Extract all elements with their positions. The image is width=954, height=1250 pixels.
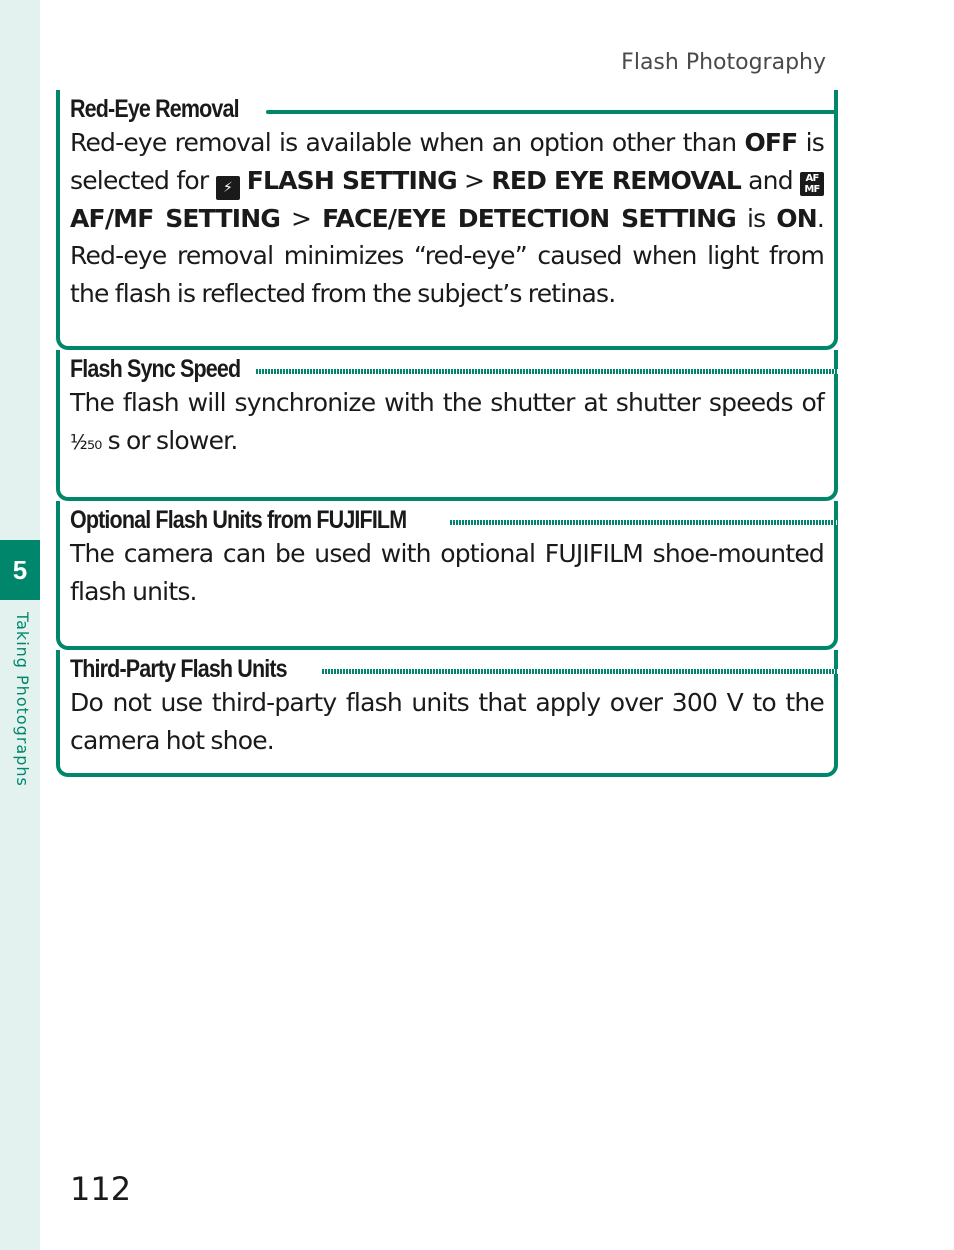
note-body: The flash will synchronize with the shutter at shutter speeds of ¹⁄₂₅₀ s or slower. <box>70 388 824 455</box>
note-body: The camera can be used with optional FUJIFILM shoe-mounted flash units. <box>70 539 824 606</box>
chapter-number-tab[interactable]: 5 <box>0 540 40 600</box>
af-mf-icon: AF MF <box>800 172 824 196</box>
note-title-rule <box>256 369 838 374</box>
note-title: Optional Flash Units from FUJIFILM <box>70 506 407 534</box>
shutter-speed-fraction: ¹⁄₂₅₀ <box>70 429 102 454</box>
note-flash-sync-speed <box>56 350 838 501</box>
note-header <box>70 90 824 124</box>
note-header <box>70 650 824 684</box>
chapter-label: Taking Photographs <box>13 612 32 787</box>
note-header <box>70 350 824 384</box>
note-title: Third-Party Flash Units <box>70 655 287 683</box>
note-body: Red-eye removal is available when an option other than OFF is selected for ⚡ FLASH SETTING > RED EYE REMOVAL and AF MF AF/MF SETTING > FACE/EYE DETECTION SETTING is ON. Red-eye removal minimizes “red-eye” caused when light from the flash is reflected from the subject’s retinas. <box>70 128 824 308</box>
note-third-party-flash-units <box>56 650 838 777</box>
note-optional-flash-units <box>56 501 838 650</box>
note-header <box>70 501 824 535</box>
note-title: Flash Sync Speed <box>70 355 241 383</box>
note-body: Do not use third-party flash units that apply over 300 V to the camera hot shoe. <box>70 688 824 755</box>
note-red-eye-removal <box>56 90 838 350</box>
note-title-rule <box>322 669 838 674</box>
note-title-rule <box>450 520 838 525</box>
page-number: 112 <box>70 1170 132 1208</box>
flash-setting-icon: ⚡ <box>216 176 240 200</box>
note-title-rule <box>266 110 838 114</box>
section-title: Flash Photography <box>621 50 826 75</box>
note-title: Red-Eye Removal <box>70 95 239 123</box>
notes-container <box>56 90 838 777</box>
